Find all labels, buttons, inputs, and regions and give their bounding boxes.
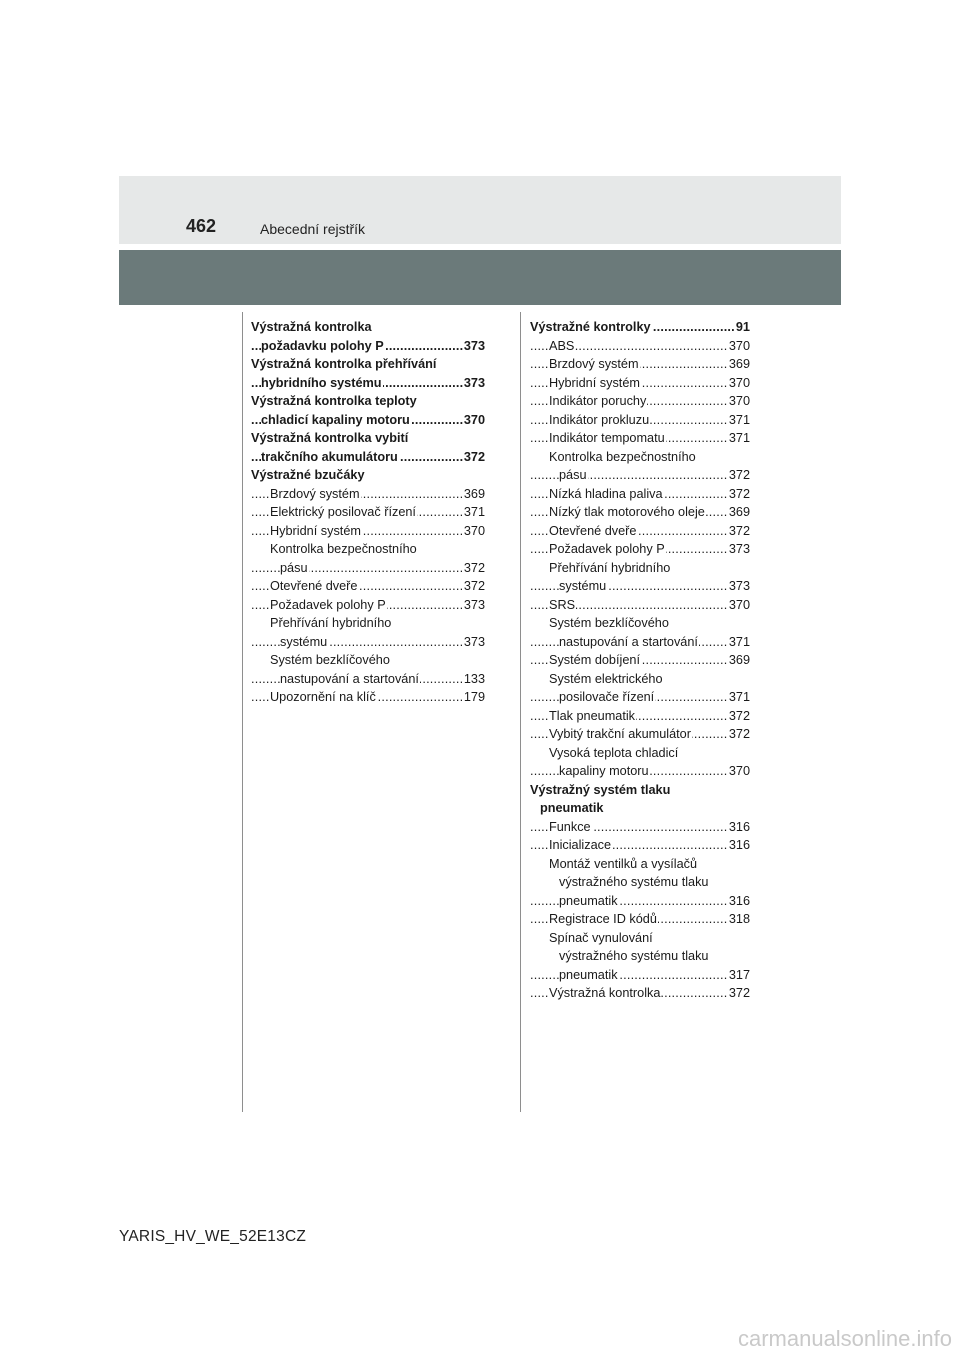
index-entry-page: 373 (463, 337, 485, 356)
watermark: carmanualsonline.info (737, 1326, 952, 1351)
index-entry (530, 873, 750, 892)
index-entry-text: Otevřené dveře (270, 579, 358, 593)
index-entry-page: 372 (728, 707, 750, 726)
index-entry-page: 91 (735, 318, 750, 337)
index-entry (530, 707, 750, 726)
index-entry (251, 466, 485, 485)
index-entry (251, 485, 485, 504)
index-entry-page: 372 (728, 725, 750, 744)
index-entry-page: 370 (728, 596, 750, 615)
index-entry (530, 762, 750, 781)
index-entry-page: 371 (463, 503, 485, 522)
index-entry-text: Indikátor prokluzu (549, 412, 650, 427)
index-entry (530, 855, 750, 874)
index-entry (530, 337, 750, 356)
index-entry-text: Výstražné kontrolky (530, 320, 651, 334)
index-entry-page: 370 (728, 392, 750, 411)
index-entry-page: 317 (728, 966, 750, 985)
index-entry (251, 559, 485, 578)
index-entry (251, 355, 485, 374)
index-entry-page: 372 (728, 485, 750, 504)
index-entry-text: kapaliny motoru (559, 764, 649, 778)
header-band (119, 176, 841, 244)
index-entry-text: Hybridní systém (549, 375, 640, 390)
index-entry (530, 836, 750, 855)
index-entry (530, 577, 750, 596)
index-entry (530, 559, 750, 578)
index-entry-text: Tlak pneumatik (549, 708, 636, 723)
index-entry-page: 369 (728, 503, 750, 522)
index-entry (530, 799, 750, 818)
index-entry-text: Vybitý trakční akumulátor (549, 727, 691, 741)
index-entry (251, 651, 485, 670)
index-entry-page: 316 (728, 836, 750, 855)
index-entry-text: nastupování a startování (280, 671, 419, 686)
index-entry-page: 373 (463, 374, 485, 393)
index-entry-text: Inicializace (549, 838, 612, 852)
index-entry (530, 522, 750, 541)
index-entry-text: Otevřené dveře (549, 523, 637, 538)
index-entry-page: 371 (728, 633, 750, 652)
index-entry-page: 371 (728, 688, 750, 707)
index-entry-text: pneumatik (540, 801, 604, 815)
index-entry (530, 725, 750, 744)
index-entry-text: Registrace ID kódů (549, 912, 657, 926)
index-entry-text: Systém dobíjení (549, 653, 640, 667)
index-entry (530, 670, 750, 689)
index-entry (530, 540, 750, 559)
index-entry-page: 370 (463, 522, 485, 541)
index-entry (251, 429, 485, 448)
index-entry-page: 372 (728, 984, 750, 1003)
index-entry (530, 596, 750, 615)
index-entry (251, 577, 485, 596)
index-entry-text: Systém elektrického (549, 671, 663, 686)
header-bar (119, 250, 841, 305)
index-entry (251, 337, 485, 356)
index-entry-page: 316 (728, 818, 750, 837)
document-code: YARIS_HV_WE_52E13CZ (119, 1228, 307, 1245)
index-entry-text: Indikátor poruchy (549, 394, 647, 408)
index-entry-text: Kontrolka bezpečnostního (270, 542, 417, 556)
index-entry (530, 485, 750, 504)
index-entry-page: 369 (463, 485, 485, 504)
index-entry-text: Výstražné bzučáky (251, 468, 365, 482)
index-entry (530, 984, 750, 1003)
index-entry-page: 318 (728, 910, 750, 929)
index-entry-text: výstražného systému tlaku (559, 949, 709, 963)
index-entry-page: 133 (463, 670, 485, 689)
index-entry (530, 781, 750, 800)
index-entry (251, 392, 485, 411)
index-entry (530, 374, 750, 393)
index-entry-text: Upozornění na klíč (270, 690, 376, 704)
index-entry-text: Požadavek polohy P (549, 542, 665, 556)
index-entry-page: 371 (728, 429, 750, 448)
index-entry-text: Montáž ventilků a vysílačů (549, 856, 698, 871)
section-title: Abecední rejstřík (260, 221, 366, 237)
index-column-left (251, 318, 485, 707)
index-entry-text: Brzdový systém (270, 486, 360, 501)
index-entry-text: nastupování a startování (559, 634, 698, 649)
index-entry (251, 448, 485, 467)
index-entry-page: 371 (728, 411, 750, 430)
index-entry (251, 540, 485, 559)
index-entry-text: ABS (549, 338, 575, 353)
index-entry (251, 318, 485, 337)
index-entry-text: hybridního systému (261, 375, 382, 390)
index-entry-text: trakčního akumulátoru (261, 449, 398, 464)
index-entry (251, 411, 485, 430)
index-entry-page: 370 (728, 762, 750, 781)
index-entry-text: systému (280, 634, 328, 649)
index-entry-text: Výstražný systém tlaku (530, 782, 671, 797)
index-entry-text: pneumatik (559, 967, 618, 982)
index-entry (530, 688, 750, 707)
index-entry-text: pneumatik (559, 893, 618, 908)
index-entry (251, 503, 485, 522)
index-entry-page: 372 (728, 522, 750, 541)
index-entry-text: Výstražná kontrolka vybití (251, 431, 409, 445)
index-entry-page: 369 (728, 651, 750, 670)
index-entry (251, 688, 485, 707)
index-entry (251, 633, 485, 652)
index-entry (530, 929, 750, 948)
index-entry (251, 522, 485, 541)
index-entry (530, 744, 750, 763)
index-entry-text: Systém bezklíčového (270, 653, 390, 667)
index-entry (530, 429, 750, 448)
index-entry-text: Nízký tlak motorového oleje (549, 505, 705, 519)
index-entry-text: Výstražná kontrolka teploty (251, 394, 417, 408)
page-number: 462 (186, 216, 217, 236)
index-entry-page: 372 (463, 559, 485, 578)
index-entry-page: 369 (728, 355, 750, 374)
index-entry-page: 316 (728, 892, 750, 911)
index-entry-text: posilovače řízení (559, 690, 655, 704)
index-entry-text: Systém bezklíčového (549, 616, 669, 630)
index-entry (530, 411, 750, 430)
index-entry-text: Požadavek polohy P (270, 597, 386, 612)
index-entry (530, 947, 750, 966)
index-entry (530, 318, 750, 337)
index-entry (530, 910, 750, 929)
index-entry (251, 374, 485, 393)
index-entry-text: Výstražná kontrolka (549, 986, 661, 1000)
index-entry (530, 818, 750, 837)
index-column-right (530, 318, 750, 1003)
index-entry-page: 373 (463, 633, 485, 652)
index-entry-text: Přehřívání hybridního (549, 560, 671, 575)
index-entry (530, 651, 750, 670)
index-entry-page: 372 (728, 466, 750, 485)
index-entry-page: 370 (728, 374, 750, 393)
index-entry-text: výstražného systému tlaku (559, 875, 709, 889)
index-entry-text: Elektrický posilovač řízení (270, 505, 416, 519)
index-entry (530, 892, 750, 911)
index-entry (530, 355, 750, 374)
index-entry-text: požadavku polohy P (261, 338, 384, 353)
left-column-rule (242, 312, 243, 1112)
index-entry-page: 179 (463, 688, 485, 707)
index-entry-text: Funkce (549, 819, 591, 834)
index-entry-text: Vysoká teplota chladicí (549, 745, 679, 760)
index-entry-text: Výstražná kontrolka (251, 320, 372, 334)
index-entry-text: pásu (559, 468, 587, 482)
index-entry-text: chladicí kapaliny motoru (261, 412, 410, 427)
index-entry-text: Indikátor tempomatu (549, 431, 665, 445)
index-entry (251, 670, 485, 689)
index-entry (530, 392, 750, 411)
index-entry-text: SRS (549, 597, 576, 612)
index-entry-text: Spínač vynulování (549, 930, 653, 945)
index-entry-page: 373 (463, 596, 485, 615)
middle-column-rule (520, 312, 521, 1112)
index-entry-text: Nízká hladina paliva (549, 486, 663, 501)
index-entry-page: 373 (728, 540, 750, 559)
index-entry (530, 503, 750, 522)
index-entry (530, 966, 750, 985)
index-entry (530, 614, 750, 633)
index-entry-page: 370 (463, 411, 485, 430)
index-entry-page: 370 (728, 337, 750, 356)
index-entry-text: Hybridní systém (270, 523, 361, 538)
index-entry-page: 373 (728, 577, 750, 596)
index-entry (251, 596, 485, 615)
index-entry-page: 372 (463, 577, 485, 596)
index-entry-text: Výstražná kontrolka přehřívání (251, 357, 437, 371)
index-entry (530, 466, 750, 485)
index-entry-text: pásu (280, 560, 308, 575)
index-entry (530, 448, 750, 467)
index-entry-text: Brzdový systém (549, 357, 639, 371)
index-entry (251, 614, 485, 633)
index-entry-text: systému (559, 579, 607, 593)
index-entry-text: Kontrolka bezpečnostního (549, 449, 696, 464)
index-entry-text: Přehřívání hybridního (270, 616, 392, 630)
index-entry-page: 372 (463, 448, 485, 467)
index-entry (530, 633, 750, 652)
